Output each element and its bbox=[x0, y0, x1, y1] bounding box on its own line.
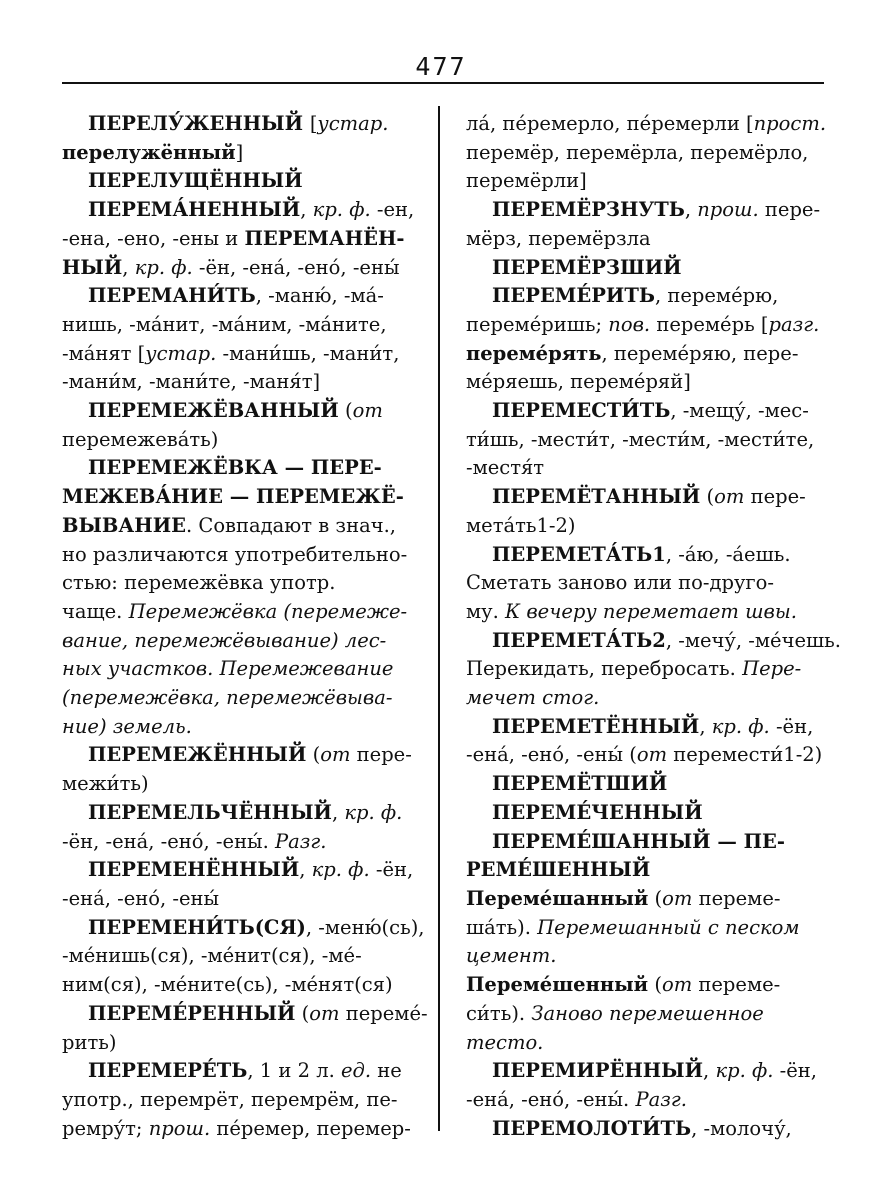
text-line bbox=[466, 828, 824, 857]
headword: ПЕРЕМЁРЗШИЙ bbox=[492, 255, 682, 279]
body-text: -ён, -ена́, -ено́, -ены́. bbox=[62, 829, 275, 853]
column-divider bbox=[438, 106, 440, 1131]
text-line bbox=[62, 254, 420, 283]
body-text: -ена́, -ено́, -ены́. bbox=[466, 1087, 636, 1111]
text-line bbox=[466, 1000, 824, 1029]
headword: ПЕРЕМЕТЁННЫЙ bbox=[492, 714, 700, 738]
body-text: рить) bbox=[62, 1030, 117, 1054]
text-line bbox=[466, 167, 824, 196]
headword: ПЕРЕМАНИ́ТЬ bbox=[88, 284, 256, 308]
body-text: , -молочу́, bbox=[691, 1116, 792, 1140]
body-text: не bbox=[371, 1059, 402, 1083]
italic-text: ние) земель. bbox=[62, 714, 192, 738]
body-text: ( bbox=[648, 886, 663, 910]
text-line bbox=[466, 914, 824, 943]
body-text: переме- bbox=[692, 973, 781, 997]
text-line bbox=[62, 799, 420, 828]
body-text: -местя́т bbox=[466, 456, 545, 480]
italic-text: кр. ф. bbox=[715, 1059, 774, 1083]
text-line bbox=[466, 856, 824, 885]
headword: ПЕРЕМЕ́РИТЬ bbox=[492, 284, 655, 308]
body-text: , -маню́, -ма́- bbox=[255, 284, 384, 308]
body-text: чаще. bbox=[62, 599, 129, 623]
body-text: , -мещу́, -мес- bbox=[670, 399, 809, 423]
body-text: перемести́1-2) bbox=[667, 743, 823, 767]
italic-text: прош. bbox=[697, 198, 759, 222]
text-line bbox=[466, 512, 824, 541]
text-line bbox=[62, 885, 420, 914]
italic-text: Заново перемешенное bbox=[531, 1001, 764, 1025]
text-line bbox=[62, 282, 420, 311]
italic-text: пов. bbox=[608, 312, 651, 336]
italic-text: устар. bbox=[317, 112, 389, 135]
text-line bbox=[62, 167, 420, 196]
body-text: пере- bbox=[744, 485, 806, 509]
body-text: -ен, bbox=[370, 198, 415, 222]
body-text: мета́ть1-2) bbox=[466, 513, 576, 537]
headword: ПЕРЕЛУ́ЖЕННЫЙ bbox=[88, 112, 310, 135]
body-text: -ена, -ено, -ены и bbox=[62, 226, 245, 250]
body-text: , bbox=[699, 714, 712, 738]
text-line bbox=[62, 483, 420, 512]
headword: ПЕРЕМЁТШИЙ bbox=[492, 772, 668, 796]
headword: ПЕРЕМЕНИ́ТЬ(СЯ) bbox=[88, 915, 306, 939]
body-text: ( bbox=[338, 399, 353, 423]
body-text: переме́рь [ bbox=[650, 312, 769, 336]
text-line bbox=[466, 368, 824, 397]
text-line bbox=[62, 311, 420, 340]
text-line bbox=[466, 196, 824, 225]
italic-text: кр. ф. bbox=[312, 198, 371, 222]
body-text: ] bbox=[235, 140, 244, 164]
text-line bbox=[466, 426, 824, 455]
body-text: , bbox=[684, 198, 698, 222]
text-line bbox=[62, 856, 420, 885]
text-line bbox=[62, 713, 420, 742]
text-line bbox=[466, 282, 824, 311]
text-line bbox=[62, 454, 420, 483]
body-text: употр., перемрёт, перемрём, пе- bbox=[62, 1087, 398, 1111]
headword: ПЕРЕМЕНЁННЫЙ bbox=[88, 858, 300, 882]
text-line bbox=[466, 799, 824, 828]
body-text: пере- bbox=[758, 198, 821, 222]
text-line bbox=[62, 971, 420, 1000]
headword: ПЕРЕМЕ́ШАННЫЙ — ПЕ- bbox=[492, 829, 786, 853]
text-line bbox=[62, 1029, 420, 1058]
italic-text: от bbox=[636, 743, 668, 767]
body-text: му. bbox=[466, 599, 506, 623]
headword: ПЕРЕМЕТА́ТЬ1 bbox=[492, 542, 666, 566]
text-line bbox=[466, 340, 824, 369]
italic-text: (перемежёвка, перемежёвыва- bbox=[62, 686, 393, 710]
headword: ПЕРЕМИРЁННЫЙ bbox=[492, 1059, 704, 1083]
italic-text: от bbox=[352, 399, 383, 423]
text-line bbox=[62, 368, 420, 397]
text-line bbox=[62, 541, 420, 570]
italic-text: ных участков. Перемежевание bbox=[62, 657, 394, 681]
text-line bbox=[466, 741, 824, 770]
text-line bbox=[466, 541, 824, 570]
body-text: , 1 и 2 л. bbox=[247, 1059, 341, 1083]
text-line bbox=[466, 254, 824, 283]
italic-text: кр. ф. bbox=[134, 255, 193, 279]
body-text: -ма́нят [ bbox=[62, 341, 146, 365]
body-text: мёрз, перемёрзла bbox=[466, 226, 651, 250]
text-line bbox=[62, 770, 420, 799]
headword: ПЕРЕМЕ́РЕННЫЙ bbox=[88, 1001, 296, 1025]
body-text: -ён, bbox=[773, 1059, 817, 1083]
body-text: нишь, -ма́нит, -ма́ним, -ма́ните, bbox=[62, 312, 387, 336]
text-line bbox=[466, 569, 824, 598]
text-line bbox=[62, 1115, 420, 1144]
text-line bbox=[466, 1057, 824, 1086]
body-text: , -мечу́, -ме́чешь. bbox=[665, 628, 841, 652]
body-text: , переме́рю, bbox=[654, 284, 779, 308]
body-text: -ена́, -ено́, -ены́ ( bbox=[466, 743, 637, 767]
body-text: -ена́, -ено́, -ены́ bbox=[62, 886, 220, 910]
headword: ПЕРЕМЁТАННЫЙ bbox=[492, 485, 701, 509]
italic-text: прост. bbox=[753, 112, 827, 135]
text-line bbox=[62, 110, 420, 139]
italic-text: тесто. bbox=[466, 1030, 544, 1054]
right-column bbox=[466, 110, 841, 1143]
text-line bbox=[62, 512, 420, 541]
body-text: стью: перемежёвка употр. bbox=[62, 571, 336, 595]
italic-text: от bbox=[309, 1001, 340, 1025]
body-text: [ bbox=[309, 112, 318, 135]
headword: ВЫВАНИЕ bbox=[62, 513, 186, 537]
body-text: -ме́нишь(ся), -ме́нит(ся), -ме́- bbox=[62, 944, 362, 968]
text-line bbox=[62, 225, 420, 254]
text-line bbox=[62, 569, 420, 598]
text-line bbox=[466, 885, 824, 914]
text-line bbox=[466, 311, 824, 340]
headword: переме́рять bbox=[466, 341, 602, 365]
text-line bbox=[62, 1000, 428, 1029]
headword: ПЕРЕМЕТА́ТЬ2 bbox=[492, 628, 666, 652]
text-line bbox=[466, 397, 824, 426]
italic-text: от bbox=[714, 485, 745, 509]
text-line bbox=[466, 942, 824, 971]
headword: НЫЙ bbox=[62, 255, 123, 279]
italic-text: Разг. bbox=[635, 1087, 687, 1111]
italic-text: от bbox=[662, 886, 693, 910]
body-text: пе́ремер, перемер- bbox=[210, 1116, 411, 1140]
body-text: ( bbox=[700, 485, 715, 509]
headword: ПЕРЕМАНЁН- bbox=[244, 226, 405, 250]
body-text: пере- bbox=[350, 743, 412, 767]
text-line bbox=[62, 340, 420, 369]
body-text: -ён, -ена́, -ено́, -ены́ bbox=[192, 255, 400, 279]
body-text: -мани́м, -мани́те, -маня́т] bbox=[62, 370, 321, 394]
text-line bbox=[62, 426, 420, 455]
body-text: ша́ть). bbox=[466, 915, 538, 939]
text-line bbox=[62, 598, 420, 627]
headword: ПЕРЕМЁРЗНУТЬ bbox=[492, 198, 685, 222]
text-line bbox=[466, 1086, 824, 1115]
text-line bbox=[466, 1115, 824, 1144]
body-text: межи́ть) bbox=[62, 772, 149, 796]
text-line bbox=[466, 684, 824, 713]
italic-text: мечет стог. bbox=[466, 686, 600, 710]
body-text: перемёр, перемёрла, перемёрло, bbox=[466, 140, 809, 164]
page-number: 477 bbox=[415, 52, 467, 81]
body-text: , переме́ряю, пере- bbox=[601, 341, 799, 365]
italic-text: от bbox=[320, 743, 351, 767]
body-text: переме- bbox=[692, 886, 781, 910]
text-line bbox=[466, 971, 824, 1000]
body-text: перемежева́ть) bbox=[62, 427, 219, 451]
body-text: ( bbox=[306, 743, 321, 767]
italic-text: прош. bbox=[148, 1116, 211, 1140]
headword: ПЕРЕЛУЩЁННЫЙ bbox=[88, 169, 303, 193]
headword: ПЕРЕМЕЛЬЧЁННЫЙ bbox=[88, 800, 332, 824]
text-line bbox=[466, 454, 824, 483]
italic-text: Пере- bbox=[742, 657, 802, 681]
body-text: , -меню́(сь), bbox=[305, 915, 425, 939]
body-text: , bbox=[300, 198, 313, 222]
text-line bbox=[466, 139, 824, 168]
text-line bbox=[466, 110, 827, 139]
text-line bbox=[62, 196, 420, 225]
text-line bbox=[62, 397, 420, 426]
headword: перелужённый bbox=[62, 140, 236, 164]
headword: ПЕРЕМЕЖЁННЫЙ bbox=[88, 743, 307, 767]
body-text: . Совпадают в знач., bbox=[186, 513, 396, 537]
text-line bbox=[62, 655, 420, 684]
italic-text: вание, перемежёвывание) лес- bbox=[62, 628, 387, 652]
text-line bbox=[466, 655, 824, 684]
text-line bbox=[62, 942, 420, 971]
body-text: -ён, bbox=[369, 858, 414, 882]
body-text: переме́- bbox=[339, 1001, 428, 1025]
text-line bbox=[62, 684, 420, 713]
italic-text: разг. bbox=[768, 312, 820, 336]
italic-text: К вечеру переметает швы. bbox=[505, 599, 797, 623]
italic-text: кр. ф. bbox=[344, 800, 403, 824]
left-column bbox=[62, 110, 428, 1143]
headword: ПЕРЕМА́НЕННЫЙ bbox=[88, 198, 301, 222]
body-text: Перекидать, перебросать. bbox=[466, 657, 743, 681]
text-line bbox=[62, 914, 425, 943]
text-line bbox=[62, 741, 420, 770]
text-line bbox=[466, 1029, 824, 1058]
body-text: но различаются употребительно- bbox=[62, 542, 408, 566]
text-line bbox=[62, 139, 420, 168]
italic-text: кр. ф. bbox=[311, 858, 370, 882]
text-line bbox=[62, 627, 420, 656]
body-text: ме́ряешь, переме́ряй] bbox=[466, 370, 691, 394]
body-text: ла́, пе́ремерло, пе́ремерли [ bbox=[466, 112, 754, 135]
headword: РЕМЕ́ШЕННЫЙ bbox=[466, 858, 651, 882]
italic-text: от bbox=[661, 973, 693, 997]
text-line bbox=[466, 225, 824, 254]
text-line bbox=[466, 598, 824, 627]
italic-text: кр. ф. bbox=[711, 714, 770, 738]
header-rule bbox=[62, 82, 824, 84]
headword: ПЕРЕМЕЖЁВКА — ПЕРЕ- bbox=[88, 456, 382, 480]
italic-text: Перемежёвка (перемеже- bbox=[128, 599, 408, 623]
italic-text: ед. bbox=[340, 1059, 372, 1083]
italic-text: Перемешанный с песком bbox=[537, 915, 800, 939]
body-text: , -а́ю, -а́ешь. bbox=[665, 542, 791, 566]
text-line bbox=[466, 483, 824, 512]
headword: ПЕРЕМЕЖЁВАННЫЙ bbox=[88, 399, 339, 423]
headword: Переме́шенный bbox=[466, 973, 649, 997]
body-text: Сметать заново или по-друго- bbox=[466, 571, 774, 595]
text-line bbox=[62, 828, 420, 857]
headword: Переме́шанный bbox=[466, 886, 649, 910]
text-line bbox=[466, 713, 824, 742]
body-text: -ён, bbox=[769, 714, 814, 738]
body-text: , bbox=[331, 800, 345, 824]
headword: ПЕРЕМЕРЕ́ТЬ bbox=[88, 1059, 248, 1083]
body-text: си́ть). bbox=[466, 1001, 532, 1025]
body-text: ним(ся), -ме́ните(сь), -ме́нят(ся) bbox=[62, 973, 393, 997]
headword: МЕЖЕВА́НИЕ — ПЕРЕМЕЖЁ- bbox=[62, 485, 404, 509]
headword: ПЕРЕМЕСТИ́ТЬ bbox=[492, 399, 671, 423]
body-text: -мани́шь, -мани́т, bbox=[216, 341, 400, 365]
body-text: , bbox=[122, 255, 135, 279]
body-text: перемёрли] bbox=[466, 169, 587, 193]
text-line bbox=[466, 770, 824, 799]
text-line bbox=[466, 627, 841, 656]
body-text: ремру́т; bbox=[62, 1116, 149, 1140]
italic-text: Разг. bbox=[274, 829, 327, 853]
body-text: переме́ришь; bbox=[466, 312, 609, 336]
text-line bbox=[62, 1057, 420, 1086]
body-text: ( bbox=[648, 973, 662, 997]
headword: ПЕРЕМЕ́ЧЕННЫЙ bbox=[492, 800, 703, 824]
text-line bbox=[62, 1086, 420, 1115]
body-text: ( bbox=[295, 1001, 310, 1025]
body-text: , bbox=[703, 1059, 716, 1083]
body-text: ти́шь, -мести́т, -мести́м, -мести́те, bbox=[466, 427, 815, 451]
italic-text: цемент. bbox=[466, 944, 557, 968]
headword: ПЕРЕМОЛОТИ́ТЬ bbox=[492, 1116, 692, 1140]
body-text: , bbox=[299, 858, 312, 882]
italic-text: устар. bbox=[145, 341, 217, 365]
